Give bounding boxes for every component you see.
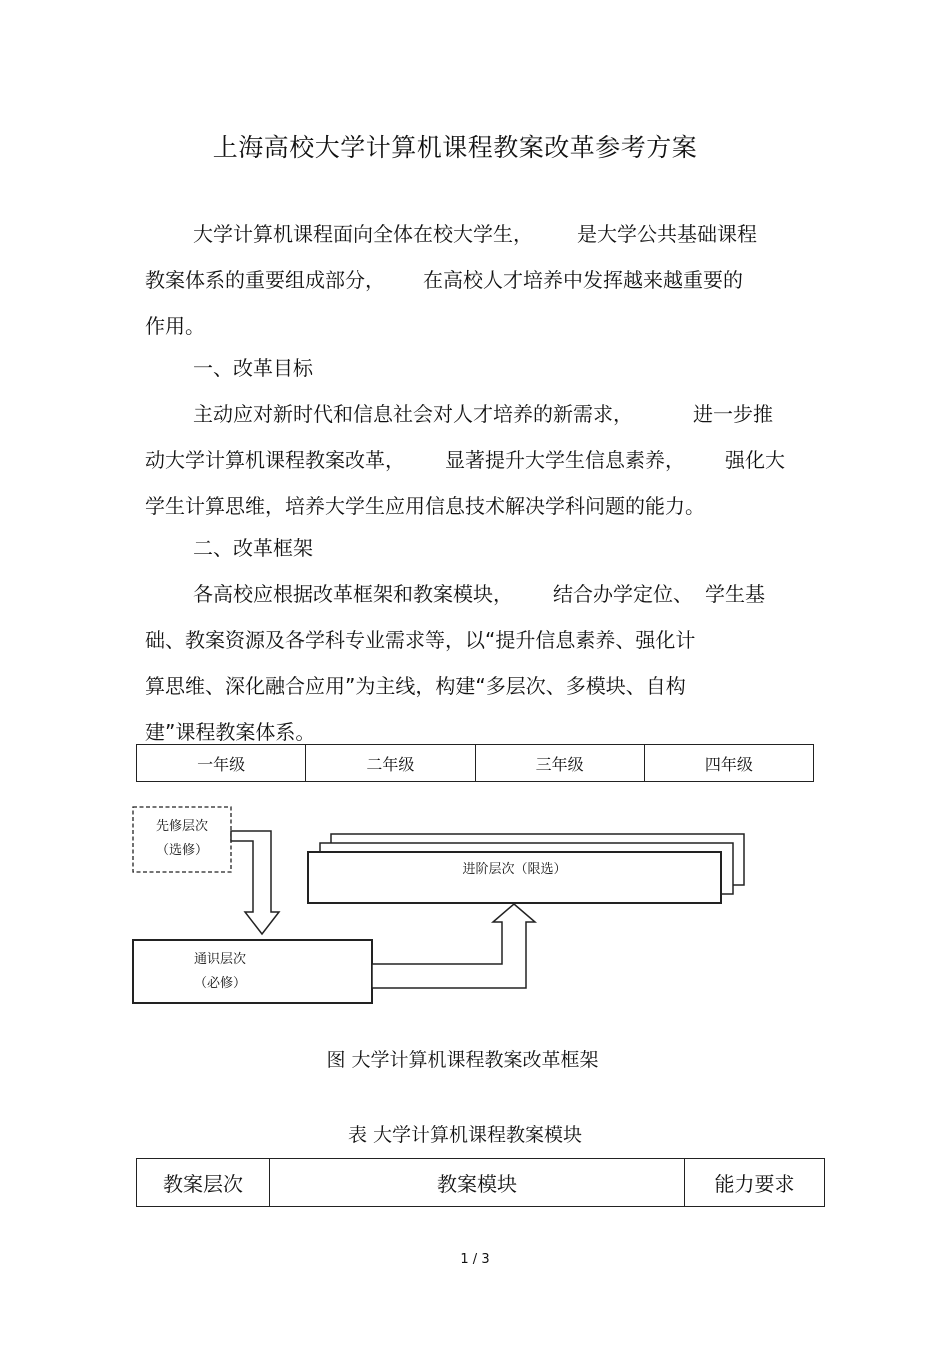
table-row <box>137 1159 825 1207</box>
text-fragment: 在高校人才培养中发挥越来越重要的 <box>423 268 743 292</box>
general-level-text: 通识层次 <box>193 952 246 967</box>
advanced-label: 进阶层次（限选） <box>462 862 567 877</box>
grade-cell: 一年级 <box>137 745 306 782</box>
arrow-up-icon <box>372 904 535 988</box>
text-fragment: 进一步推 <box>693 402 773 426</box>
modules-table <box>136 1158 825 1207</box>
intro-line-3: 作用。 <box>145 314 205 338</box>
text-fragment: 学生基 <box>705 582 765 606</box>
prereq-elective-text: （选修） <box>155 843 208 858</box>
section1-line-3: 学生计算思维，培养大学生应用信息技术解决学科问题的能力。 <box>145 494 705 518</box>
text-fragment: 显著提升大学生信息素养， <box>445 448 685 472</box>
header-cell: 能力要求 <box>685 1159 825 1207</box>
prereq-level-text: 先修层次 <box>155 819 208 834</box>
document-title: 上海高校大学计算机课程教案改革参考方案 <box>212 133 698 162</box>
header-cell: 教案模块 <box>270 1159 685 1207</box>
grade-cell: 三年级 <box>475 745 644 782</box>
text-fragment: 是大学公共基础课程 <box>577 222 757 246</box>
text-fragment: 动大学计算机课程教案改革， <box>145 448 405 472</box>
section2-line-3: 算思维、深化融合应用”为主线，构建“多层次、多模块、自构 <box>145 674 686 698</box>
header-cell: 教案层次 <box>137 1159 270 1207</box>
section-heading: 一、改革目标 <box>193 356 313 380</box>
arrow-down-icon <box>231 831 279 934</box>
grade-cell: 二年级 <box>306 745 475 782</box>
text-fragment: 各高校应根据改革框架和教案模块， <box>193 582 513 606</box>
grade-cell: 四年级 <box>644 745 813 782</box>
page-number: 1 / 3 <box>460 1252 490 1267</box>
text-fragment: 结合办学定位、 <box>553 582 693 606</box>
table-caption: 表 大学计算机课程教案模块 <box>347 1124 583 1146</box>
text-fragment: 强化大 <box>725 448 785 472</box>
general-required-text: （必修） <box>193 976 246 991</box>
section2-line-2: 础、教案资源及各学科专业需求等，以“提升信息素养、强化计 <box>145 628 696 652</box>
section-heading: 二、改革框架 <box>193 536 313 560</box>
text-fragment: 教案体系的重要组成部分， <box>145 268 385 292</box>
prereq-label <box>133 815 231 863</box>
text-fragment: 大学计算机课程面向全体在校大学生， <box>193 222 533 246</box>
general-label <box>133 948 307 996</box>
figure-caption: 图 大学计算机课程教案改革框架 <box>326 1049 599 1071</box>
text-fragment: 主动应对新时代和信息社会对人才培养的新需求， <box>193 402 633 426</box>
section2-line-4: 建”课程教案体系。 <box>145 720 316 744</box>
